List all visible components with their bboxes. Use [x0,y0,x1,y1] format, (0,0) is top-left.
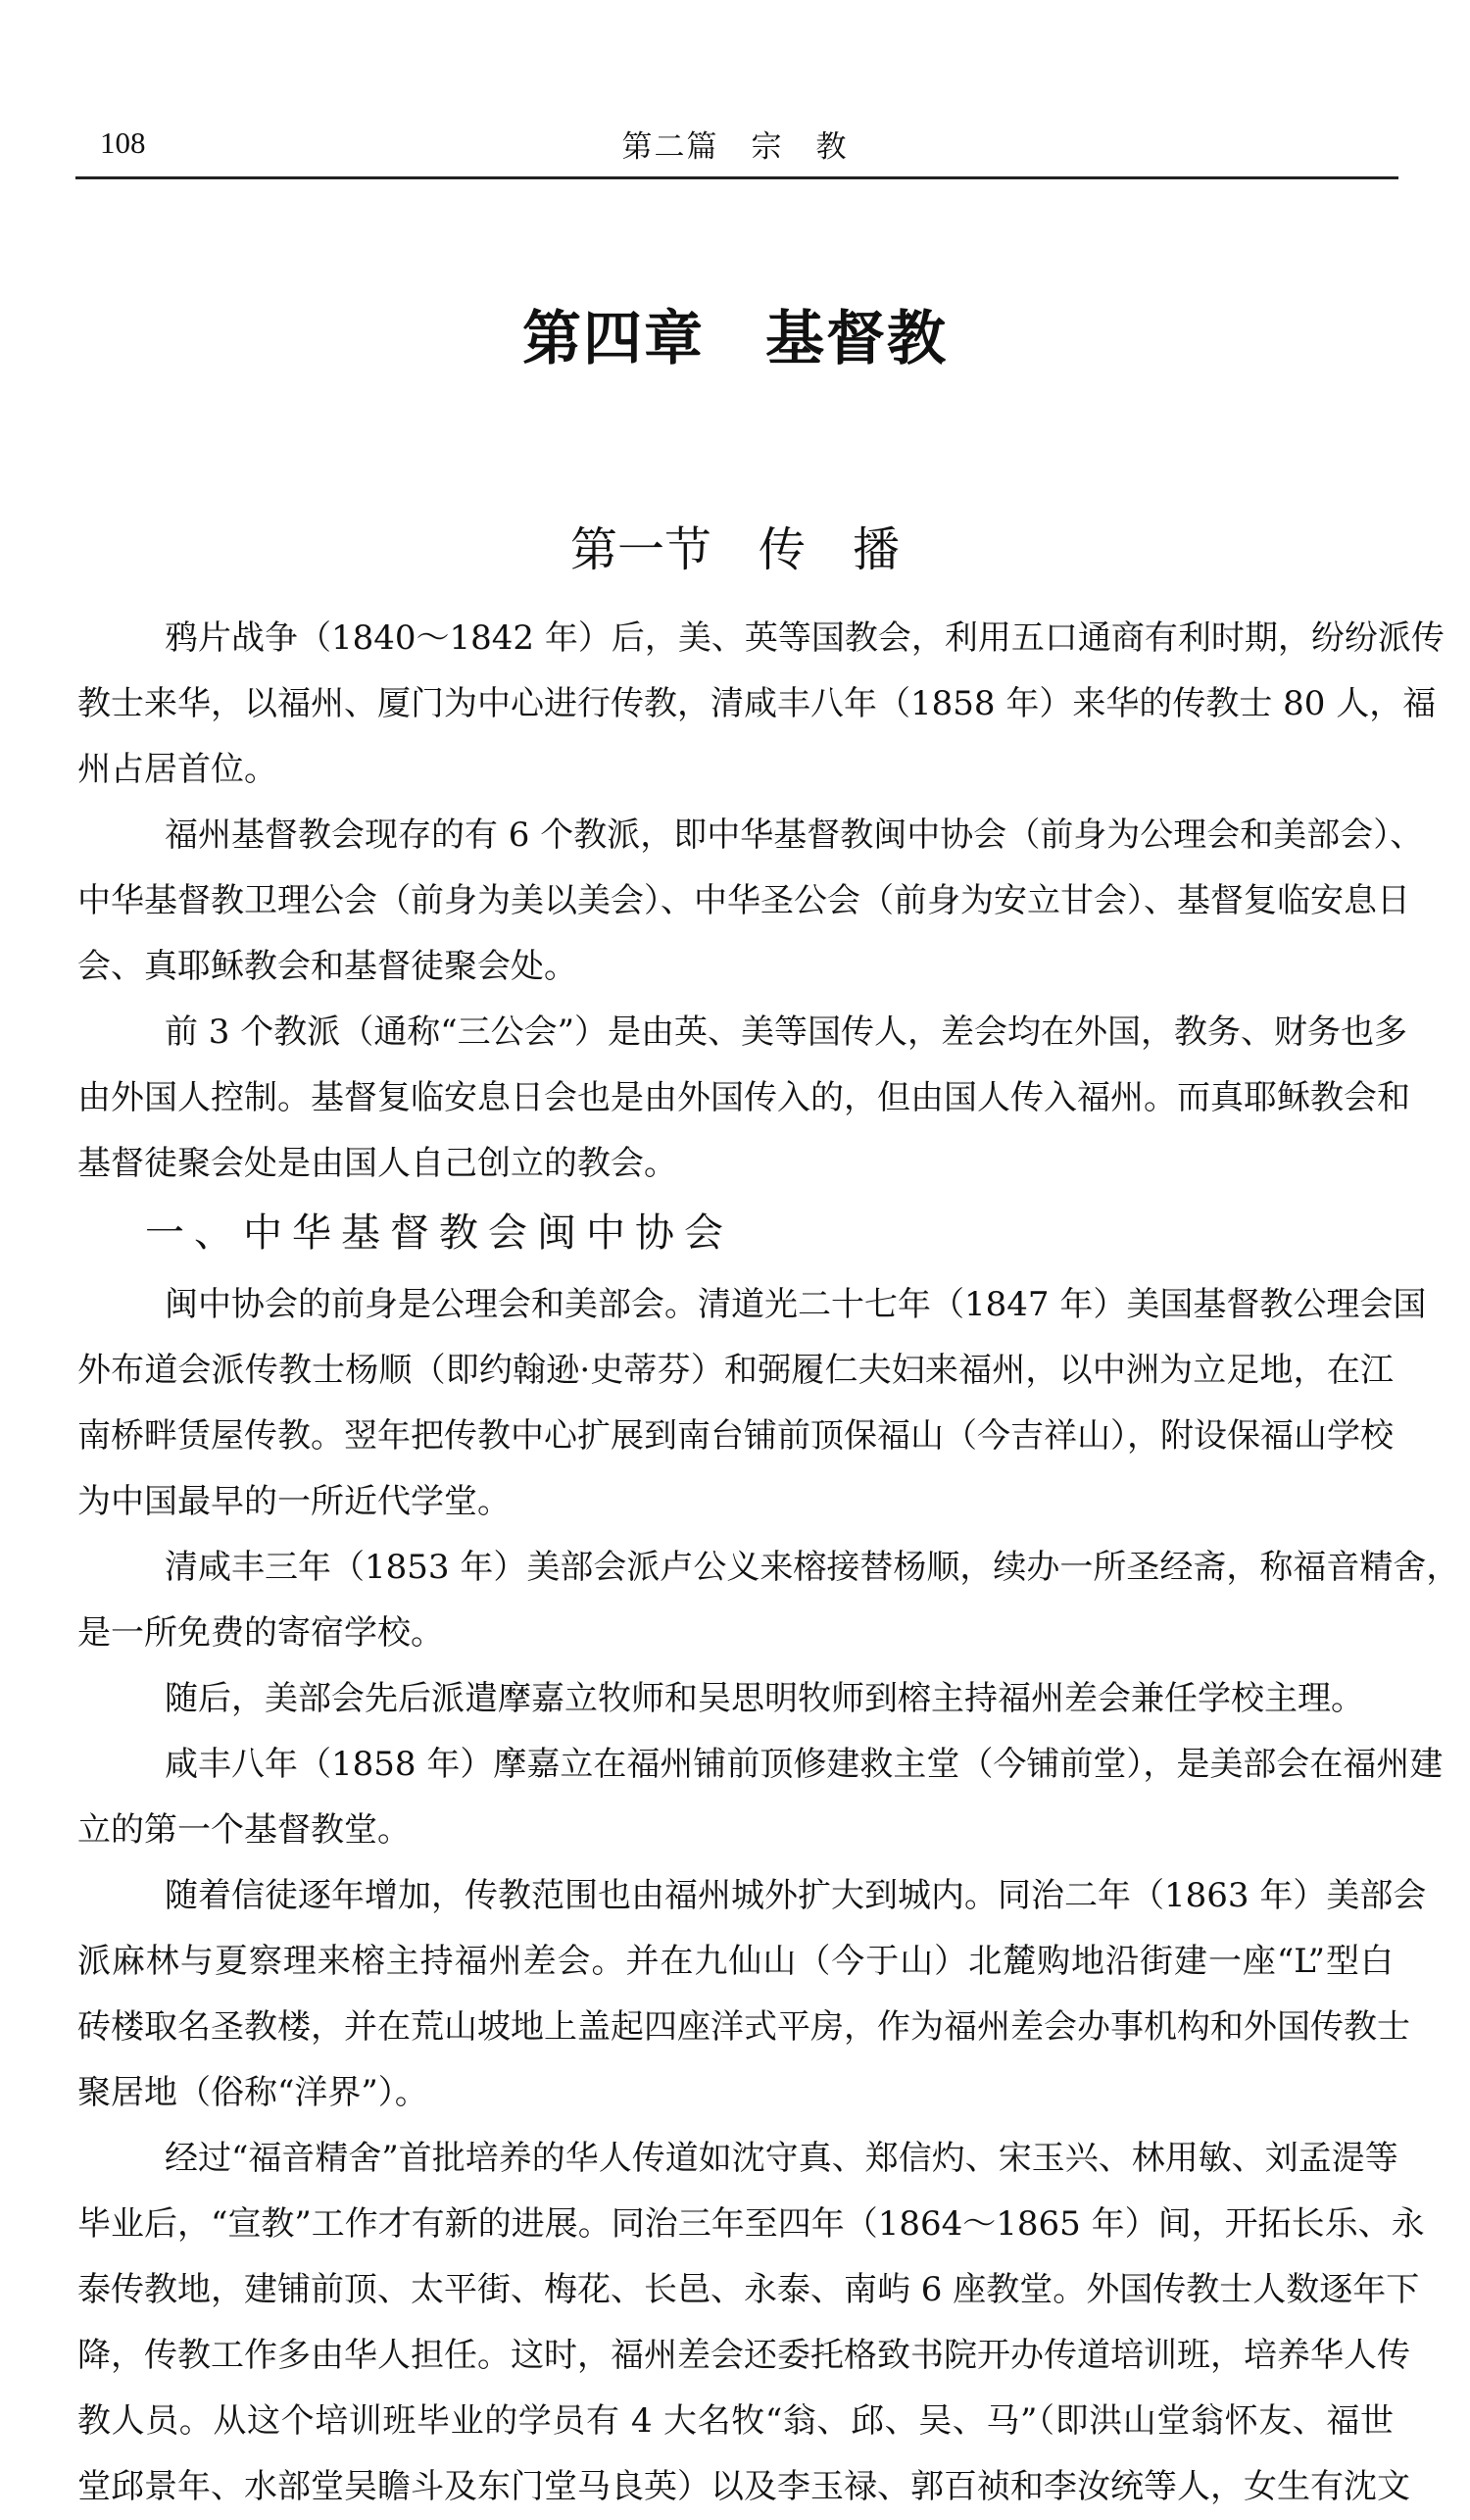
text-line: 福州基督教会现存的有 6 个教派，即中华基督教闽中协会（前身为公理会和美部会）、 [165,815,1424,855]
text-line: 为中国最早的一所近代学堂。 [77,1482,511,1521]
text-line: 外布道会派传教士杨顺（即约翰逊·史蒂芬）和弼履仁夫妇来福州，以中洲为立足地，在江 [77,1351,1394,1390]
text-line: 聚居地（俗称“洋界”）。 [77,2073,428,2112]
paragraph [77,1863,1427,2126]
section-title: 第一节 传 播 [569,522,900,577]
text-line: 立的第一个基督教堂。 [77,1810,411,1850]
page-number: 108 [100,125,146,160]
subsection-title: 一、中华基督教会闽中协会 [145,1211,733,1256]
text-line: 毕业后，“宣教”工作才有新的进展。同治三年至四年（1864～1865 年）间，开拓长乐、永 [77,2204,1425,2244]
text-line: 会、真耶稣教会和基督徒聚会处。 [77,947,577,986]
text-line: 中华基督教卫理公会（前身为美以美会）、中华圣公会（前身为安立甘会）、基督复临安息日 [77,881,1410,920]
text-line: 南桥畔赁屋传教。翌年把传教中心扩展到南台铺前顶保福山（今吉祥山），附设保福山学校 [77,1416,1394,1456]
paragraph [77,1272,1427,1535]
text-line: 泰传教地，建铺前顶、太平街、梅花、长邑、永泰、南屿 6 座教堂。外国传教士人数逐年下 [77,2270,1420,2309]
text-line: 咸丰八年（1858 年）摩嘉立在福州铺前顶修建救主堂（今铺前堂），是美部会在福州建 [165,1745,1444,1784]
paragraph [77,1666,1394,1732]
body-text-section-a [77,606,1460,2520]
text-line: 前 3 个教派（通称“三公会”）是由英、美等国传人，差会均在外国，教务、财务也多 [165,1013,1408,1052]
text-line: 基督徒聚会处是由国人自己创立的教会。 [77,1144,677,1183]
text-line: 派麻林与夏察理来榕主持福州差会。并在九仙山（今于山）北麓购地沿街建一座“L”型白 [77,1942,1394,1981]
text-line: 闽中协会的前身是公理会和美部会。清道光二十七年（1847 年）美国基督教公理会国 [165,1285,1427,1324]
text-line: 降，传教工作多由华人担任。这时，福州差会还委托格致书院开办传道培训班，培养华人传 [77,2336,1410,2375]
text-line: 教人员。从这个培训班毕业的学员有 4 大名牧“翁、邱、吴、马”（即洪山堂翁怀友、福世 [77,2401,1394,2441]
text-line: 砖楼取名圣教楼，并在荒山坡地上盖起四座洋式平房，作为福州差会办事机构和外国传教士 [77,2007,1410,2047]
paragraph [77,606,1445,803]
text-line: 堂邱景年、水部堂吴瞻斗及东门堂马良英）以及李玉禄、郭百祯和李汝统等人，女生有沈文 [77,2467,1410,2506]
text-line: 教士来华，以福州、厦门为中心进行传教，清咸丰八年（1858 年）来华的传教士 80 人，福 [77,684,1437,723]
header-rule [75,176,1398,179]
text-line: 随着信徒逐年增加，传教范围也由福州城外扩大到城内。同治二年（1863 年）美部会 [165,1876,1427,1915]
text-line: 州占居首位。 [77,750,277,789]
paragraph [77,1535,1460,1666]
running-head: 第二篇 宗 教 [621,129,849,165]
text-line: 鸦片战争（1840～1842 年）后，美、英等国教会，利用五口通商有利时期，纷纷派传 [165,618,1445,658]
paragraph [77,1000,1410,1197]
text-line: 由外国人控制。基督复临安息日会也是由外国传入的，但由国人传入福州。而真耶稣教会和 [77,1078,1410,1117]
chapter-title: 第四章 基督教 [522,305,948,373]
text-line: 经过“福音精舍”首批培养的华人传道如沈守真、郑信灼、宋玉兴、林用敏、刘孟湜等 [165,2139,1398,2178]
text-line: 是一所免费的寄宿学校。 [77,1613,444,1653]
text-line: 随后，美部会先后派遣摩嘉立牧师和吴思明牧师到榕主持福州差会兼任学校主理。 [165,1679,1364,1718]
paragraph [77,1732,1444,1863]
text-line: 清咸丰三年（1853 年）美部会派卢公义来榕接替杨顺，续办一所圣经斋，称福音精舍， [165,1548,1460,1587]
paragraph [77,2126,1425,2520]
paragraph [77,803,1424,1000]
